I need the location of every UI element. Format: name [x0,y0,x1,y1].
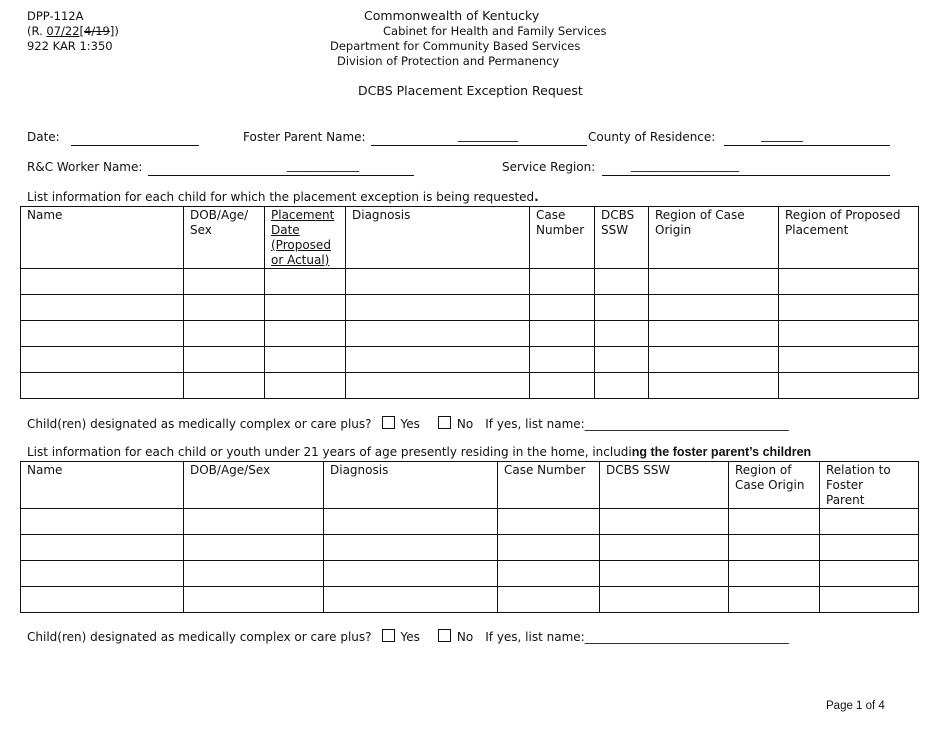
t1-col-dob: DOB/Age/ Sex [184,207,265,269]
table-cell-input[interactable] [820,561,919,587]
date-label: Date: [27,130,60,144]
table-cell-input[interactable] [265,269,346,295]
medical-q1-name-field[interactable]: __________________________________ [584,417,789,431]
placement-children-table [20,206,919,399]
table-cell-input[interactable] [346,269,530,295]
table-cell-input[interactable] [729,587,820,613]
medical-question-2 [27,629,789,644]
t2-col-diagnosis: Diagnosis [324,462,498,509]
revision-line [27,24,119,38]
table-cell-input[interactable] [324,535,498,561]
t2-col-case-number: Case Number [498,462,600,509]
table-cell-input[interactable] [820,535,919,561]
table2-intro-text: List information for each child or youth under 21 years of age presently residing in the home, includi [27,445,632,459]
table-cell-input[interactable] [265,373,346,399]
table-cell-input[interactable] [530,321,595,347]
table-cell-input[interactable] [265,295,346,321]
county-field[interactable] [724,131,890,146]
t1-col-region-proposed: Region of Proposed Placement [779,207,919,269]
medical-q1-yes-label: Yes [400,417,420,431]
table-row [21,347,919,373]
agency-cabinet: Cabinet for Health and Family Services [383,24,607,38]
table2-body [21,509,919,613]
table-cell-input[interactable] [21,295,184,321]
revision-open: (R. [27,24,47,38]
agency-department: Department for Community Based Services [330,39,581,53]
revision-new-date: 07/22 [46,24,80,38]
table-row [21,509,919,535]
table-cell-input[interactable] [729,509,820,535]
table-cell-input[interactable] [21,321,184,347]
t2-col-region-origin: Region of Case Origin [729,462,820,509]
table1-body [21,269,919,399]
service-region-blank: __________________ [631,158,739,172]
table-cell-input[interactable] [530,269,595,295]
table2-intro-bold: ng the foster parent’s children [631,445,812,459]
table-cell-input[interactable] [729,561,820,587]
table1-intro-period: . [534,190,539,204]
table-cell-input[interactable] [324,587,498,613]
table-cell-input[interactable] [600,535,729,561]
t1-col-diagnosis: Diagnosis [346,207,530,269]
table-cell-input[interactable] [21,561,184,587]
table-cell-input[interactable] [265,347,346,373]
rc-worker-label: R&C Worker Name: [27,160,143,174]
county-label: County of Residence: [588,130,716,144]
table-cell-input[interactable] [530,347,595,373]
table-cell-input[interactable] [184,295,265,321]
medical-q1-no-checkbox[interactable] [438,416,451,429]
table-cell-input[interactable] [265,321,346,347]
table-cell-input[interactable] [600,509,729,535]
table-cell-input[interactable] [779,347,919,373]
table-cell-input[interactable] [595,295,649,321]
table-cell-input[interactable] [184,535,324,561]
t2-col-name: Name [21,462,184,509]
table-row [21,535,919,561]
table-row [21,269,919,295]
t1-col-dcbs-ssw: DCBS SSW [595,207,649,269]
form-title: DCBS Placement Exception Request [358,83,583,98]
table-cell-input[interactable] [820,587,919,613]
table-cell-input[interactable] [649,269,779,295]
agency-division: Division of Protection and Permanency [337,54,560,68]
table-cell-input[interactable] [595,347,649,373]
table-row [21,373,919,399]
t2-col-dob: DOB/Age/Sex [184,462,324,509]
t1-col-region-origin: Region of Case Origin [649,207,779,269]
medical-question-1 [27,416,789,431]
medical-q2-if-yes: If yes, list name: [485,630,585,644]
table-cell-input[interactable] [779,295,919,321]
table-cell-input[interactable] [184,509,324,535]
rc-worker-blank: ____________ [287,158,359,172]
rc-worker-field[interactable] [148,161,414,176]
table-cell-input[interactable] [649,347,779,373]
medical-q1-no-label: No [456,417,474,431]
table-cell-input[interactable] [21,269,184,295]
service-region-label: Service Region: [502,160,596,174]
table-cell-input[interactable] [595,321,649,347]
medical-q2-no-label: No [456,630,474,644]
revision-old-date: 4/19 [84,24,110,38]
t2-col-dcbs-ssw: DCBS SSW [600,462,729,509]
table-cell-input[interactable] [184,587,324,613]
table-cell-input[interactable] [649,295,779,321]
table-cell-input[interactable] [21,535,184,561]
page-number: Page 1 of 4 [826,700,885,712]
t1-col-case-number: Case Number [530,207,595,269]
table1-header-row [21,207,919,269]
table-cell-input[interactable] [779,321,919,347]
medical-q2-no-checkbox[interactable] [438,629,451,642]
date-field[interactable] [71,131,199,146]
table-cell-input[interactable] [600,587,729,613]
form-code: DPP-112A [27,9,84,23]
table-row [21,295,919,321]
medical-q1-text: Child(ren) designated as medically complex or care plus? [27,417,372,431]
table-cell-input[interactable] [779,373,919,399]
household-children-table [20,461,919,613]
table-cell-input[interactable] [346,321,530,347]
foster-parent-label: Foster Parent Name: [243,130,366,144]
table-cell-input[interactable] [21,373,184,399]
kar-citation: 922 KAR 1:350 [27,39,113,53]
revision-old-open: [ [79,24,85,38]
table-cell-input[interactable] [184,347,265,373]
table-cell-input[interactable] [184,561,324,587]
table-row [21,587,919,613]
agency-state: Commonwealth of Kentucky [364,8,540,23]
table-cell-input[interactable] [600,561,729,587]
table-cell-input[interactable] [498,509,600,535]
table-cell-input[interactable] [21,587,184,613]
table2-intro [27,445,811,459]
table-cell-input[interactable] [595,269,649,295]
medical-q2-text: Child(ren) designated as medically complex or care plus? [27,630,372,644]
table-cell-input[interactable] [595,373,649,399]
medical-q2-name-field[interactable]: __________________________________ [584,630,789,644]
table1-intro [27,190,539,204]
table-cell-input[interactable] [530,295,595,321]
table-cell-input[interactable] [346,295,530,321]
revision-close: ]) [109,24,119,38]
county-blank: _______ [761,128,803,142]
t1-col-name: Name [21,207,184,269]
table-cell-input[interactable] [729,535,820,561]
t2-col-relation: Relation to Foster Parent [820,462,919,509]
table-cell-input[interactable] [530,373,595,399]
table-cell-input[interactable] [184,269,265,295]
table-cell-input[interactable] [346,347,530,373]
table1-intro-text: List information for each child for which the placement exception is being requested [27,190,535,204]
table-cell-input[interactable] [324,561,498,587]
table-cell-input[interactable] [649,373,779,399]
medical-q2-yes-label: Yes [400,630,420,644]
medical-q1-yes-checkbox[interactable] [382,416,395,429]
table-cell-input[interactable] [21,509,184,535]
table-cell-input[interactable] [184,321,265,347]
table-cell-input[interactable] [820,509,919,535]
table-cell-input[interactable] [346,373,530,399]
t1-col-placement-date: Placement Date (Proposed or Actual) [265,207,346,269]
table-row [21,321,919,347]
table-cell-input[interactable] [184,373,265,399]
table-cell-input[interactable] [21,347,184,373]
table-cell-input[interactable] [779,269,919,295]
table-cell-input[interactable] [324,509,498,535]
table-cell-input[interactable] [498,535,600,561]
foster-parent-blank: __________ [458,128,518,142]
medical-q1-if-yes: If yes, list name: [485,417,585,431]
table2-header-row [21,462,919,509]
table-cell-input[interactable] [649,321,779,347]
table-cell-input[interactable] [498,561,600,587]
medical-q2-yes-checkbox[interactable] [382,629,395,642]
table-cell-input[interactable] [498,587,600,613]
table-row [21,561,919,587]
